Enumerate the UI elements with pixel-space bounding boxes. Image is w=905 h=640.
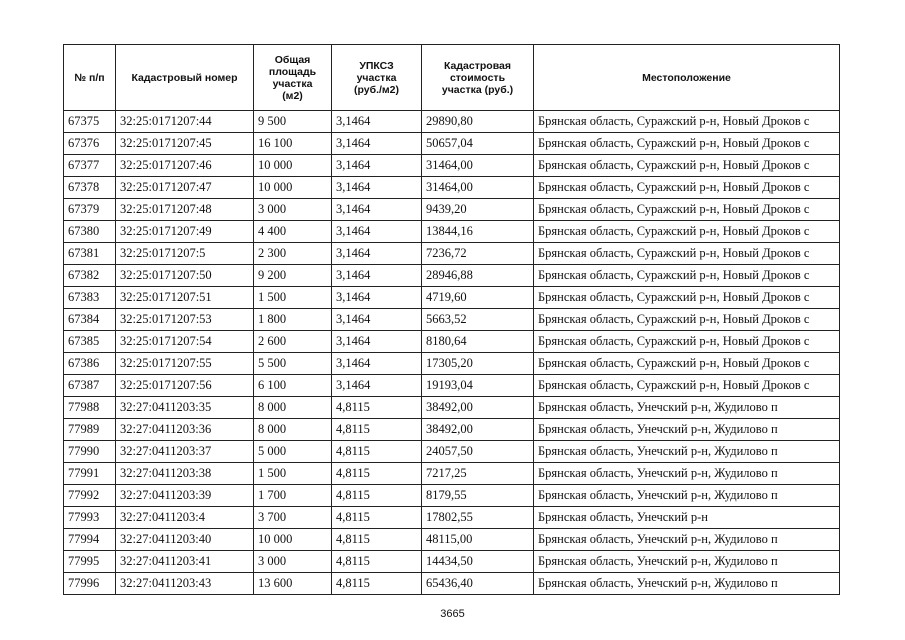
cell-location: Брянская область, Унечский р-н, Жудилово п xyxy=(534,551,840,573)
table-row xyxy=(64,573,840,595)
cell-row-number: 67383 xyxy=(64,287,116,309)
cell-cadastral-number: 32:25:0171207:44 xyxy=(116,111,254,133)
cell-area: 1 700 xyxy=(254,485,332,507)
cell-area: 10 000 xyxy=(254,177,332,199)
cell-upksz: 3,1464 xyxy=(332,353,422,375)
cell-cadastral-number: 32:25:0171207:45 xyxy=(116,133,254,155)
table-row xyxy=(64,441,840,463)
cell-area: 3 000 xyxy=(254,551,332,573)
cell-row-number: 77988 xyxy=(64,397,116,419)
cell-row-number: 67387 xyxy=(64,375,116,397)
cell-location: Брянская область, Унечский р-н, Жудилово п xyxy=(534,419,840,441)
cell-location: Брянская область, Унечский р-н, Жудилово п xyxy=(534,573,840,595)
cadastral-table xyxy=(63,44,840,595)
cell-location: Брянская область, Унечский р-н, Жудилово п xyxy=(534,485,840,507)
cell-cadastral-value: 31464,00 xyxy=(422,177,534,199)
cell-upksz: 3,1464 xyxy=(332,221,422,243)
cell-row-number: 77991 xyxy=(64,463,116,485)
table-row xyxy=(64,177,840,199)
cell-area: 3 000 xyxy=(254,199,332,221)
cell-cadastral-value: 48115,00 xyxy=(422,529,534,551)
cell-upksz: 3,1464 xyxy=(332,265,422,287)
cell-upksz: 3,1464 xyxy=(332,111,422,133)
cell-location: Брянская область, Суражский р-н, Новый Дроков с xyxy=(534,111,840,133)
cell-upksz: 4,8115 xyxy=(332,573,422,595)
table-row xyxy=(64,133,840,155)
cell-upksz: 3,1464 xyxy=(332,287,422,309)
cell-area: 2 300 xyxy=(254,243,332,265)
cell-cadastral-value: 50657,04 xyxy=(422,133,534,155)
cell-upksz: 3,1464 xyxy=(332,199,422,221)
cell-row-number: 67385 xyxy=(64,331,116,353)
cell-cadastral-value: 24057,50 xyxy=(422,441,534,463)
cell-cadastral-number: 32:27:0411203:43 xyxy=(116,573,254,595)
cell-row-number: 67378 xyxy=(64,177,116,199)
cell-area: 1 500 xyxy=(254,287,332,309)
cell-location: Брянская область, Суражский р-н, Новый Дроков с xyxy=(534,309,840,331)
cell-cadastral-value: 38492,00 xyxy=(422,397,534,419)
cell-upksz: 4,8115 xyxy=(332,507,422,529)
cell-cadastral-number: 32:25:0171207:51 xyxy=(116,287,254,309)
cell-location: Брянская область, Суражский р-н, Новый Дроков с xyxy=(534,331,840,353)
cell-location: Брянская область, Суражский р-н, Новый Дроков с xyxy=(534,375,840,397)
cell-cadastral-number: 32:25:0171207:47 xyxy=(116,177,254,199)
cell-location: Брянская область, Суражский р-н, Новый Дроков с xyxy=(534,133,840,155)
cell-cadastral-number: 32:27:0411203:40 xyxy=(116,529,254,551)
cell-cadastral-value: 9439,20 xyxy=(422,199,534,221)
cell-location: Брянская область, Суражский р-н, Новый Дроков с xyxy=(534,353,840,375)
cell-location: Брянская область, Суражский р-н, Новый Дроков с xyxy=(534,265,840,287)
cell-cadastral-value: 17305,20 xyxy=(422,353,534,375)
cell-cadastral-value: 28946,88 xyxy=(422,265,534,287)
cell-cadastral-value: 38492,00 xyxy=(422,419,534,441)
cell-area: 1 500 xyxy=(254,463,332,485)
cell-row-number: 67380 xyxy=(64,221,116,243)
cell-location: Брянская область, Суражский р-н, Новый Дроков с xyxy=(534,221,840,243)
cell-location: Брянская область, Унечский р-н, Жудилово п xyxy=(534,463,840,485)
cell-cadastral-number: 32:27:0411203:4 xyxy=(116,507,254,529)
cell-upksz: 4,8115 xyxy=(332,397,422,419)
cell-cadastral-value: 7236,72 xyxy=(422,243,534,265)
cell-cadastral-value: 8179,55 xyxy=(422,485,534,507)
cell-upksz: 3,1464 xyxy=(332,155,422,177)
cell-row-number: 67376 xyxy=(64,133,116,155)
cell-row-number: 67382 xyxy=(64,265,116,287)
cell-area: 5 000 xyxy=(254,441,332,463)
cell-row-number: 67384 xyxy=(64,309,116,331)
table-row xyxy=(64,199,840,221)
page-number: 3665 xyxy=(440,608,465,620)
header-location: Местоположение xyxy=(534,45,840,111)
cell-cadastral-value: 8180,64 xyxy=(422,331,534,353)
cell-cadastral-number: 32:25:0171207:48 xyxy=(116,199,254,221)
cell-cadastral-number: 32:25:0171207:54 xyxy=(116,331,254,353)
table-row xyxy=(64,155,840,177)
cell-upksz: 4,8115 xyxy=(332,529,422,551)
cell-location: Брянская область, Унечский р-н xyxy=(534,507,840,529)
table-row xyxy=(64,331,840,353)
cell-cadastral-number: 32:25:0171207:55 xyxy=(116,353,254,375)
cell-location: Брянская область, Суражский р-н, Новый Дроков с xyxy=(534,177,840,199)
cell-row-number: 77989 xyxy=(64,419,116,441)
cell-upksz: 4,8115 xyxy=(332,485,422,507)
cell-upksz: 4,8115 xyxy=(332,441,422,463)
header-row-number: № п/п xyxy=(64,45,116,111)
cell-cadastral-value: 65436,40 xyxy=(422,573,534,595)
header-cadastral-value: Кадастровая стоимость участка (руб.) xyxy=(422,45,534,111)
cell-cadastral-value: 5663,52 xyxy=(422,309,534,331)
cell-upksz: 3,1464 xyxy=(332,177,422,199)
cell-cadastral-number: 32:25:0171207:46 xyxy=(116,155,254,177)
cell-area: 16 100 xyxy=(254,133,332,155)
cell-upksz: 4,8115 xyxy=(332,551,422,573)
cell-row-number: 67377 xyxy=(64,155,116,177)
cell-location: Брянская область, Суражский р-н, Новый Дроков с xyxy=(534,155,840,177)
cell-cadastral-number: 32:27:0411203:39 xyxy=(116,485,254,507)
cell-cadastral-number: 32:25:0171207:5 xyxy=(116,243,254,265)
cell-row-number: 77993 xyxy=(64,507,116,529)
table-row xyxy=(64,309,840,331)
table-row xyxy=(64,507,840,529)
cell-area: 10 000 xyxy=(254,155,332,177)
cell-row-number: 77995 xyxy=(64,551,116,573)
cell-row-number: 67381 xyxy=(64,243,116,265)
table-header-row xyxy=(64,45,840,111)
cell-row-number: 67375 xyxy=(64,111,116,133)
cell-upksz: 3,1464 xyxy=(332,243,422,265)
cell-row-number: 67379 xyxy=(64,199,116,221)
table-row xyxy=(64,287,840,309)
cell-upksz: 3,1464 xyxy=(332,331,422,353)
cell-area: 9 500 xyxy=(254,111,332,133)
table-row xyxy=(64,265,840,287)
table-row xyxy=(64,243,840,265)
cell-upksz: 3,1464 xyxy=(332,309,422,331)
cell-cadastral-number: 32:25:0171207:56 xyxy=(116,375,254,397)
cell-location: Брянская область, Суражский р-н, Новый Дроков с xyxy=(534,243,840,265)
cell-cadastral-value: 29890,80 xyxy=(422,111,534,133)
cell-cadastral-number: 32:27:0411203:37 xyxy=(116,441,254,463)
cell-area: 2 600 xyxy=(254,331,332,353)
table-row xyxy=(64,463,840,485)
cell-cadastral-value: 14434,50 xyxy=(422,551,534,573)
cell-upksz: 4,8115 xyxy=(332,419,422,441)
cell-row-number: 77990 xyxy=(64,441,116,463)
cell-upksz: 4,8115 xyxy=(332,463,422,485)
cell-row-number: 67386 xyxy=(64,353,116,375)
cell-cadastral-number: 32:25:0171207:50 xyxy=(116,265,254,287)
cell-area: 10 000 xyxy=(254,529,332,551)
cell-upksz: 3,1464 xyxy=(332,133,422,155)
table-row xyxy=(64,485,840,507)
cell-cadastral-number: 32:27:0411203:35 xyxy=(116,397,254,419)
cell-cadastral-value: 4719,60 xyxy=(422,287,534,309)
cell-cadastral-number: 32:27:0411203:38 xyxy=(116,463,254,485)
cell-row-number: 77996 xyxy=(64,573,116,595)
cell-area: 13 600 xyxy=(254,573,332,595)
table-row xyxy=(64,419,840,441)
table-row xyxy=(64,397,840,419)
cell-area: 1 800 xyxy=(254,309,332,331)
table-body xyxy=(64,111,840,595)
header-upksz: УПКСЗ участка (руб./м2) xyxy=(332,45,422,111)
cell-location: Брянская область, Суражский р-н, Новый Дроков с xyxy=(534,287,840,309)
cell-cadastral-value: 31464,00 xyxy=(422,155,534,177)
cell-area: 9 200 xyxy=(254,265,332,287)
table-row xyxy=(64,551,840,573)
cell-cadastral-number: 32:25:0171207:49 xyxy=(116,221,254,243)
table-row xyxy=(64,529,840,551)
table-row xyxy=(64,111,840,133)
cell-area: 3 700 xyxy=(254,507,332,529)
cell-row-number: 77994 xyxy=(64,529,116,551)
cell-area: 8 000 xyxy=(254,397,332,419)
cell-location: Брянская область, Суражский р-н, Новый Дроков с xyxy=(534,199,840,221)
cell-upksz: 3,1464 xyxy=(332,375,422,397)
cell-location: Брянская область, Унечский р-н, Жудилово п xyxy=(534,397,840,419)
cell-area: 6 100 xyxy=(254,375,332,397)
table-row xyxy=(64,375,840,397)
table-row xyxy=(64,353,840,375)
cell-cadastral-number: 32:25:0171207:53 xyxy=(116,309,254,331)
cell-area: 5 500 xyxy=(254,353,332,375)
cell-location: Брянская область, Унечский р-н, Жудилово п xyxy=(534,441,840,463)
cell-cadastral-number: 32:27:0411203:36 xyxy=(116,419,254,441)
header-area: Общая площадь участка (м2) xyxy=(254,45,332,111)
cell-area: 4 400 xyxy=(254,221,332,243)
header-cadastral-number: Кадастровый номер xyxy=(116,45,254,111)
table-row xyxy=(64,221,840,243)
cell-cadastral-value: 13844,16 xyxy=(422,221,534,243)
cell-cadastral-number: 32:27:0411203:41 xyxy=(116,551,254,573)
cell-row-number: 77992 xyxy=(64,485,116,507)
cell-cadastral-value: 19193,04 xyxy=(422,375,534,397)
cell-cadastral-value: 17802,55 xyxy=(422,507,534,529)
cell-location: Брянская область, Унечский р-н, Жудилово п xyxy=(534,529,840,551)
cell-area: 8 000 xyxy=(254,419,332,441)
cell-cadastral-value: 7217,25 xyxy=(422,463,534,485)
